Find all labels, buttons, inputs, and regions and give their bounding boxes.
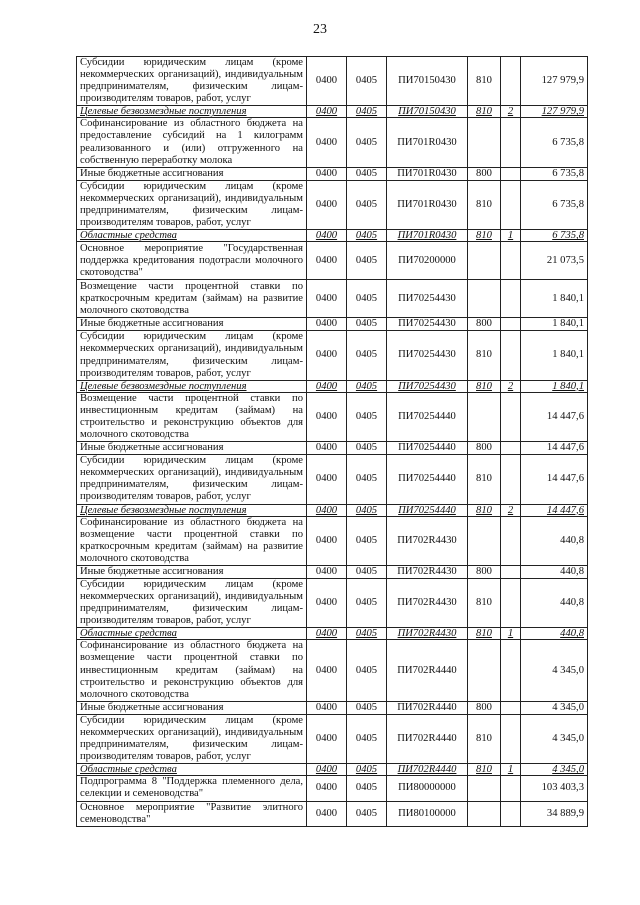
row-source: 1: [501, 764, 521, 776]
row-expense-type: [468, 516, 501, 565]
row-source: [501, 516, 521, 565]
row-amount: 4 345,0: [521, 764, 588, 776]
row-name: Подпрограмма 8 "Поддержка племенного дела, селекции и семеноводства": [77, 776, 307, 801]
row-expense-type: [468, 392, 501, 441]
row-target-code: ПИ702R4440: [387, 640, 468, 701]
row-amount: 1 840,1: [521, 280, 588, 318]
row-section: 0400: [307, 106, 347, 118]
row-section: 0400: [307, 118, 347, 167]
row-expense-type: 810: [468, 331, 501, 380]
row-name: Иные бюджетные ассигнования: [77, 167, 307, 180]
row-expense-type: 810: [468, 764, 501, 776]
table-row: [77, 504, 588, 516]
row-amount: 1 840,1: [521, 331, 588, 380]
row-amount: 6 735,8: [521, 118, 588, 167]
row-amount: 1 840,1: [521, 318, 588, 331]
row-amount: 6 735,8: [521, 167, 588, 180]
row-name: Иные бюджетные ассигнования: [77, 442, 307, 455]
row-expense-type: 810: [468, 455, 501, 504]
row-subsection: 0405: [347, 106, 387, 118]
table-row: [77, 628, 588, 640]
row-amount: 14 447,6: [521, 455, 588, 504]
table-row: [77, 280, 588, 318]
row-target-code: ПИ70150430: [387, 57, 468, 106]
row-target-code: ПИ702R4440: [387, 701, 468, 714]
row-subsection: 0405: [347, 331, 387, 380]
row-target-code: ПИ702R4430: [387, 628, 468, 640]
row-expense-type: [468, 801, 501, 826]
row-target-code: ПИ702R4430: [387, 516, 468, 565]
row-subsection: 0405: [347, 280, 387, 318]
row-subsection: 0405: [347, 516, 387, 565]
row-section: 0400: [307, 392, 347, 441]
row-name: Целевые безвозмездные поступления: [77, 380, 307, 392]
row-subsection: 0405: [347, 57, 387, 106]
row-section: 0400: [307, 331, 347, 380]
row-amount: 21 073,5: [521, 242, 588, 280]
row-target-code: ПИ70254440: [387, 442, 468, 455]
row-source: [501, 280, 521, 318]
table-row: [77, 118, 588, 167]
row-source: [501, 57, 521, 106]
row-section: 0400: [307, 516, 347, 565]
row-target-code: ПИ70254440: [387, 455, 468, 504]
row-amount: 1 840,1: [521, 380, 588, 392]
row-amount: 34 889,9: [521, 801, 588, 826]
row-name: Основное мероприятие "Государственная поддержка кредитования подотрасли молочного скотоводства": [77, 242, 307, 280]
row-amount: 440,8: [521, 565, 588, 578]
row-expense-type: 810: [468, 57, 501, 106]
row-subsection: 0405: [347, 230, 387, 242]
row-section: 0400: [307, 504, 347, 516]
table-row: [77, 516, 588, 565]
table-row: [77, 180, 588, 229]
row-source: [501, 331, 521, 380]
row-target-code: ПИ70150430: [387, 106, 468, 118]
row-expense-type: 810: [468, 579, 501, 628]
row-expense-type: [468, 118, 501, 167]
row-expense-type: [468, 242, 501, 280]
row-target-code: ПИ80100000: [387, 801, 468, 826]
row-source: [501, 167, 521, 180]
row-section: 0400: [307, 701, 347, 714]
table-row: [77, 442, 588, 455]
row-subsection: 0405: [347, 640, 387, 701]
row-target-code: ПИ702R4440: [387, 764, 468, 776]
row-subsection: 0405: [347, 118, 387, 167]
row-subsection: 0405: [347, 701, 387, 714]
row-subsection: 0405: [347, 380, 387, 392]
table-row: [77, 230, 588, 242]
row-expense-type: [468, 640, 501, 701]
row-name: Возмещение части процентной ставки по инвестиционным кредитам (займам) на строительство и реконструкцию объектов для молочного скотоводства: [77, 392, 307, 441]
row-source: [501, 118, 521, 167]
row-source: [501, 242, 521, 280]
row-expense-type: 810: [468, 628, 501, 640]
row-amount: 440,8: [521, 579, 588, 628]
row-amount: 440,8: [521, 516, 588, 565]
row-section: 0400: [307, 230, 347, 242]
row-target-code: ПИ701R0430: [387, 180, 468, 229]
row-source: [501, 455, 521, 504]
row-section: 0400: [307, 380, 347, 392]
row-target-code: ПИ701R0430: [387, 230, 468, 242]
table-row: [77, 318, 588, 331]
row-section: 0400: [307, 801, 347, 826]
row-target-code: ПИ70254440: [387, 504, 468, 516]
table-row: [77, 392, 588, 441]
row-source: [501, 180, 521, 229]
row-target-code: ПИ70200000: [387, 242, 468, 280]
row-source: 1: [501, 628, 521, 640]
row-section: 0400: [307, 442, 347, 455]
row-subsection: 0405: [347, 776, 387, 801]
table-row: [77, 640, 588, 701]
row-amount: 4 345,0: [521, 701, 588, 714]
row-name: Областные средства: [77, 764, 307, 776]
table-row: [77, 167, 588, 180]
row-source: [501, 801, 521, 826]
row-expense-type: 800: [468, 565, 501, 578]
row-target-code: ПИ702R4440: [387, 714, 468, 763]
row-name: Софинансирование из областного бюджета на возмещение части процентной ставки по инвестиционным кредитам (займам) на строительство и реконструкцию объектов для молочного скотоводства: [77, 640, 307, 701]
row-source: [501, 392, 521, 441]
table-row: [77, 331, 588, 380]
row-subsection: 0405: [347, 242, 387, 280]
row-section: 0400: [307, 714, 347, 763]
row-name: Областные средства: [77, 628, 307, 640]
row-expense-type: 800: [468, 318, 501, 331]
row-subsection: 0405: [347, 628, 387, 640]
row-section: 0400: [307, 167, 347, 180]
row-subsection: 0405: [347, 442, 387, 455]
row-name: Возмещение части процентной ставки по краткосрочным кредитам (займам) на развитие молочного скотоводства: [77, 280, 307, 318]
row-expense-type: 800: [468, 701, 501, 714]
row-section: 0400: [307, 318, 347, 331]
row-section: 0400: [307, 242, 347, 280]
row-amount: 103 403,3: [521, 776, 588, 801]
row-amount: 127 979,9: [521, 57, 588, 106]
row-source: [501, 318, 521, 331]
row-name: Субсидии юридическим лицам (кроме некоммерческих организаций), индивидуальным предпринимателям, физическим лицам-производителям товаров, работ, услуг: [77, 714, 307, 763]
row-expense-type: [468, 776, 501, 801]
table-row: [77, 776, 588, 801]
row-expense-type: 800: [468, 167, 501, 180]
table-row: [77, 455, 588, 504]
row-source: 2: [501, 106, 521, 118]
row-target-code: ПИ70254430: [387, 380, 468, 392]
row-subsection: 0405: [347, 392, 387, 441]
row-subsection: 0405: [347, 504, 387, 516]
row-target-code: ПИ70254430: [387, 318, 468, 331]
row-expense-type: 810: [468, 714, 501, 763]
row-source: 1: [501, 230, 521, 242]
row-source: 2: [501, 380, 521, 392]
row-name: Субсидии юридическим лицам (кроме некоммерческих организаций), индивидуальным предпринимателям, физическим лицам-производителям товаров, работ, услуг: [77, 455, 307, 504]
row-source: [501, 442, 521, 455]
row-name: Областные средства: [77, 230, 307, 242]
row-name: Субсидии юридическим лицам (кроме некоммерческих организаций), индивидуальным предпринимателям, физическим лицам-производителям товаров, работ, услуг: [77, 579, 307, 628]
row-section: 0400: [307, 565, 347, 578]
row-section: 0400: [307, 280, 347, 318]
row-name: Иные бюджетные ассигнования: [77, 318, 307, 331]
row-target-code: ПИ80000000: [387, 776, 468, 801]
table-row: [77, 714, 588, 763]
row-name: Иные бюджетные ассигнования: [77, 701, 307, 714]
table-row: [77, 701, 588, 714]
row-subsection: 0405: [347, 579, 387, 628]
row-section: 0400: [307, 640, 347, 701]
row-source: [501, 579, 521, 628]
table-row: [77, 57, 588, 106]
budget-table: [76, 56, 588, 827]
row-name: Софинансирование из областного бюджета на возмещение части процентной ставки по краткосрочным кредитам (займам) на развитие молочного скотоводства: [77, 516, 307, 565]
row-expense-type: 810: [468, 380, 501, 392]
row-name: Субсидии юридическим лицам (кроме некоммерческих организаций), индивидуальным предпринимателям, физическим лицам-производителям товаров, работ, услуг: [77, 57, 307, 106]
row-target-code: ПИ70254440: [387, 392, 468, 441]
row-section: 0400: [307, 628, 347, 640]
row-name: Целевые безвозмездные поступления: [77, 106, 307, 118]
row-amount: 4 345,0: [521, 714, 588, 763]
table-row: [77, 764, 588, 776]
row-subsection: 0405: [347, 764, 387, 776]
row-subsection: 0405: [347, 318, 387, 331]
row-name: Софинансирование из областного бюджета на предоставление субсидий на 1 килограмм реализованного и (или) отгруженного на собственную переработку молока: [77, 118, 307, 167]
row-name: Субсидии юридическим лицам (кроме некоммерческих организаций), индивидуальным предпринимателям, физическим лицам-производителям товаров, работ, услуг: [77, 180, 307, 229]
budget-table-body: [77, 57, 588, 827]
table-row: [77, 801, 588, 826]
row-name: Основное мероприятие "Развитие элитного семеноводства": [77, 801, 307, 826]
row-section: 0400: [307, 180, 347, 229]
row-amount: 14 447,6: [521, 504, 588, 516]
row-amount: 14 447,6: [521, 442, 588, 455]
row-target-code: ПИ702R4430: [387, 565, 468, 578]
table-row: [77, 579, 588, 628]
row-amount: 440,8: [521, 628, 588, 640]
row-name: Иные бюджетные ассигнования: [77, 565, 307, 578]
table-row: [77, 565, 588, 578]
row-amount: 127 979,9: [521, 106, 588, 118]
row-amount: 6 735,8: [521, 230, 588, 242]
row-section: 0400: [307, 455, 347, 504]
row-amount: 4 345,0: [521, 640, 588, 701]
row-section: 0400: [307, 57, 347, 106]
row-subsection: 0405: [347, 801, 387, 826]
row-subsection: 0405: [347, 180, 387, 229]
table-row: [77, 242, 588, 280]
page-number: 23: [313, 22, 327, 37]
row-target-code: ПИ70254430: [387, 280, 468, 318]
row-subsection: 0405: [347, 167, 387, 180]
table-row: [77, 380, 588, 392]
row-target-code: ПИ702R4430: [387, 579, 468, 628]
row-source: [501, 640, 521, 701]
row-subsection: 0405: [347, 714, 387, 763]
row-expense-type: 810: [468, 180, 501, 229]
row-expense-type: 810: [468, 230, 501, 242]
row-amount: 14 447,6: [521, 392, 588, 441]
table-row: [77, 106, 588, 118]
row-subsection: 0405: [347, 565, 387, 578]
row-source: [501, 714, 521, 763]
row-section: 0400: [307, 764, 347, 776]
row-subsection: 0405: [347, 455, 387, 504]
row-expense-type: [468, 280, 501, 318]
row-amount: 6 735,8: [521, 180, 588, 229]
row-section: 0400: [307, 579, 347, 628]
row-name: Целевые безвозмездные поступления: [77, 504, 307, 516]
row-source: 2: [501, 504, 521, 516]
row-source: [501, 776, 521, 801]
row-expense-type: 810: [468, 504, 501, 516]
row-source: [501, 565, 521, 578]
row-target-code: ПИ701R0430: [387, 118, 468, 167]
row-expense-type: 800: [468, 442, 501, 455]
row-expense-type: 810: [468, 106, 501, 118]
row-target-code: ПИ70254430: [387, 331, 468, 380]
row-name: Субсидии юридическим лицам (кроме некоммерческих организаций), индивидуальным предпринимателям, физическим лицам-производителям товаров, работ, услуг: [77, 331, 307, 380]
row-section: 0400: [307, 776, 347, 801]
row-source: [501, 701, 521, 714]
row-target-code: ПИ701R0430: [387, 167, 468, 180]
